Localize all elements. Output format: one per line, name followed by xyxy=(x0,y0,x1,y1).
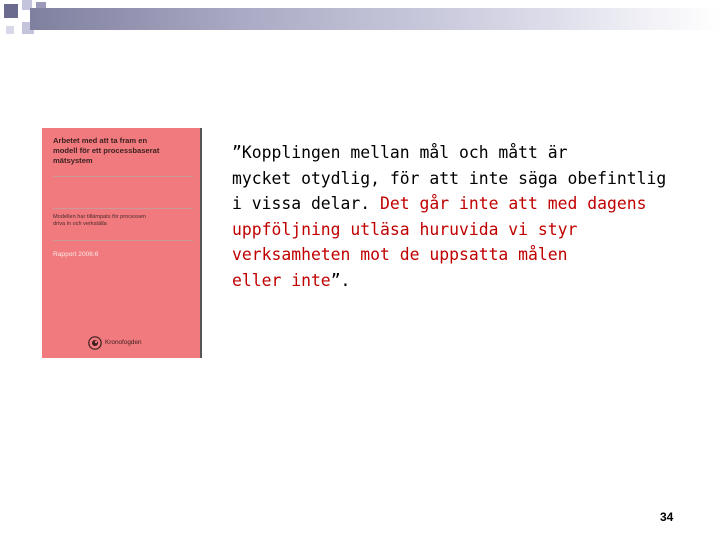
kronofogden-logo-icon xyxy=(88,336,102,350)
quote-line xyxy=(232,217,702,243)
deco-square-1 xyxy=(4,4,18,18)
quote-run: i vissa delar. xyxy=(232,194,381,213)
quote-line xyxy=(232,268,702,294)
quote-run: uppföljning utläsa huruvida vi styr xyxy=(232,219,578,239)
quote-run: mycket otydlig, för att inte säga obefintlig xyxy=(232,168,667,188)
cover-title xyxy=(53,136,193,166)
report-cover-image xyxy=(42,128,202,358)
cover-subtitle xyxy=(53,214,173,228)
quote-run: eller inte xyxy=(232,270,331,290)
cover-title-line: modell för ett processbaserat xyxy=(53,146,160,155)
cover-publisher: Kronofogden xyxy=(105,339,142,346)
quote-run: ”Kopplingen mellan mål och mått är xyxy=(232,143,568,162)
cover-divider xyxy=(53,176,193,177)
cover-subtitle-line: driva in och verkställa xyxy=(53,221,107,227)
cover-divider xyxy=(53,208,193,209)
quote-line xyxy=(232,140,702,166)
quote-line xyxy=(232,166,702,192)
quote-line xyxy=(232,191,702,217)
header-gradient-bar xyxy=(30,8,720,30)
page-number: 34 xyxy=(660,510,674,524)
cover-report-number: Rapport 2006:6 xyxy=(53,251,99,258)
cover-title-line: Arbetet med att ta fram en xyxy=(53,136,148,145)
cover-divider xyxy=(53,240,193,241)
cover-title-line: mätsystem xyxy=(53,156,93,165)
quote-text xyxy=(232,140,702,293)
cover-subtitle-line: Modellen har tillämpats för processen xyxy=(53,214,146,220)
quote-run: Det går inte att med dagens xyxy=(380,194,647,213)
deco-square-5 xyxy=(6,26,14,34)
quote-run: verksamheten mot de uppsatta målen xyxy=(232,245,568,264)
quote-line xyxy=(232,242,702,268)
quote-run: ”. xyxy=(330,270,351,290)
